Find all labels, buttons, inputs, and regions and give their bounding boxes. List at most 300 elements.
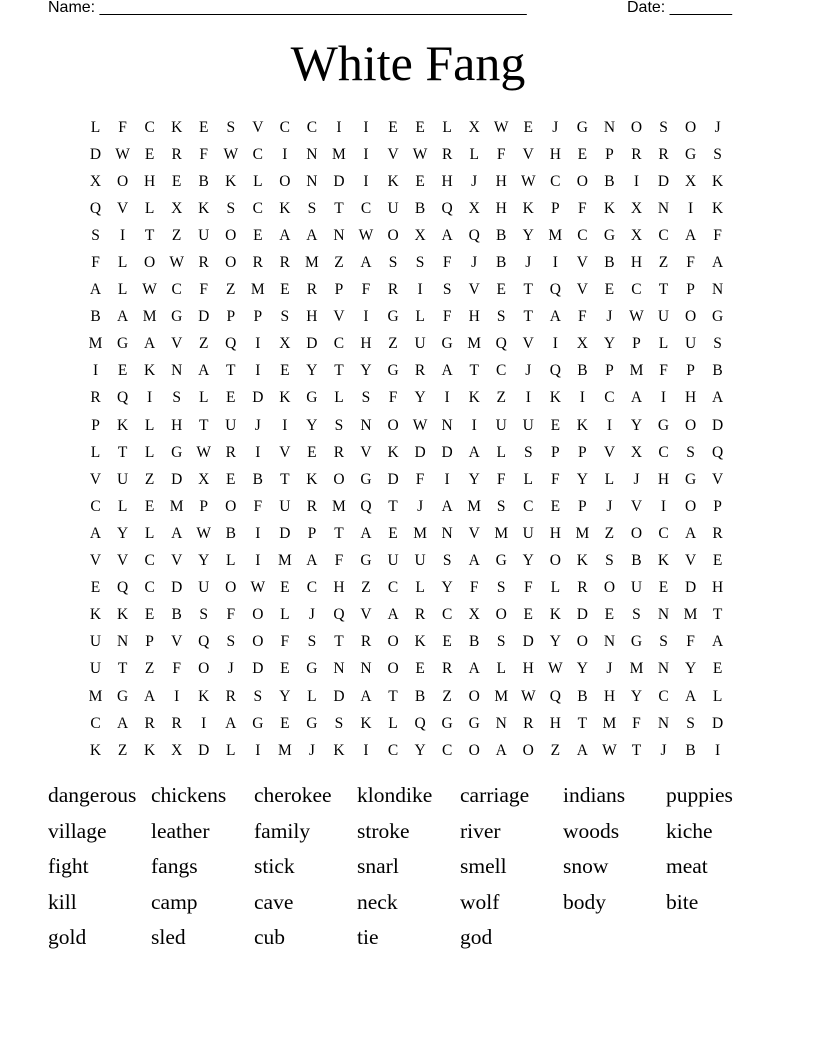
grid-letter[interactable]: C [387,579,399,597]
grid-letter[interactable]: V [89,552,102,570]
grid-letter[interactable]: M [413,524,427,542]
grid-letter[interactable]: P [578,497,587,515]
grid-letter[interactable]: I [471,416,477,434]
grid-letter[interactable]: Z [388,335,398,353]
grid-letter[interactable]: A [441,226,453,244]
grid-letter[interactable]: Y [630,416,643,434]
grid-letter[interactable]: E [307,443,317,461]
grid-letter[interactable]: R [441,660,453,678]
grid-letter[interactable]: A [495,741,507,759]
grid-letter[interactable]: V [684,552,697,570]
grid-letter[interactable]: J [471,254,478,272]
grid-letter[interactable]: E [523,606,533,624]
grid-letter[interactable]: D [306,335,318,353]
grid-letter[interactable]: S [713,335,722,353]
grid-letter[interactable]: U [279,497,291,515]
grid-letter[interactable]: K [279,389,291,407]
grid-letter[interactable]: P [199,497,209,515]
grid-letter[interactable]: B [712,362,723,380]
grid-letter[interactable]: D [712,714,724,732]
grid-letter[interactable]: N [657,660,670,678]
grid-letter[interactable]: T [334,362,344,380]
grid-letter[interactable]: L [334,389,344,407]
grid-letter[interactable]: K [198,687,210,705]
grid-letter[interactable]: E [226,389,236,407]
grid-letter[interactable]: N [603,118,616,136]
grid-letter[interactable]: I [579,389,585,407]
grid-letter[interactable]: K [576,552,588,570]
grid-letter[interactable]: E [144,606,155,624]
grid-letter[interactable]: B [577,687,588,705]
grid-letter[interactable]: E [280,579,290,597]
grid-letter[interactable]: S [361,389,371,407]
grid-letter[interactable]: R [414,362,426,380]
grid-letter[interactable]: E [144,145,155,163]
grid-letter[interactable]: W [548,660,563,678]
grid-letter[interactable]: A [360,524,372,542]
grid-letter[interactable]: A [116,714,129,732]
grid-letter[interactable]: K [576,416,588,434]
grid-letter[interactable]: B [225,524,236,542]
grid-letter[interactable]: O [225,579,237,597]
grid-letter[interactable]: V [576,281,588,299]
grid-letter[interactable]: E [280,714,290,732]
grid-letter[interactable]: W [520,687,536,705]
grid-letter[interactable]: G [387,308,399,326]
grid-letter[interactable]: T [388,687,398,705]
grid-letter[interactable]: Y [306,416,318,434]
grid-letter[interactable]: S [199,606,209,624]
grid-letter[interactable]: C [333,335,345,353]
grid-letter[interactable]: H [549,714,561,732]
grid-letter[interactable]: Y [684,660,697,678]
grid-letter[interactable]: O [225,497,237,515]
grid-letter[interactable]: N [657,714,670,732]
grid-letter[interactable]: X [576,335,588,353]
grid-letter[interactable]: J [606,308,613,326]
grid-letter[interactable]: U [387,552,399,570]
grid-letter[interactable]: Y [603,335,616,353]
grid-letter[interactable]: R [631,145,642,163]
grid-letter[interactable]: L [388,714,398,732]
grid-letter[interactable]: V [468,281,480,299]
grid-letter[interactable]: R [441,145,453,163]
grid-letter[interactable]: C [496,362,507,380]
grid-letter[interactable]: J [606,497,613,515]
grid-letter[interactable]: Y [522,552,534,570]
grid-letter[interactable]: I [660,389,667,407]
grid-letter[interactable]: H [684,389,697,407]
grid-letter[interactable]: R [90,389,101,407]
grid-letter[interactable]: O [387,416,399,434]
grid-letter[interactable]: K [603,199,616,217]
grid-letter[interactable]: S [226,633,236,651]
grid-letter[interactable]: L [469,145,479,163]
grid-letter[interactable]: P [605,362,614,380]
grid-letter[interactable]: S [686,714,695,732]
grid-letter[interactable]: I [336,118,342,136]
grid-letter[interactable]: S [334,416,344,434]
grid-letter[interactable]: X [171,741,183,759]
grid-letter[interactable]: A [306,226,318,244]
grid-letter[interactable]: E [280,281,290,299]
grid-letter[interactable]: M [629,660,644,678]
grid-letter[interactable]: A [684,226,697,244]
grid-letter[interactable]: M [250,281,265,299]
grid-letter[interactable]: Y [279,687,291,705]
grid-letter[interactable]: C [144,579,155,597]
grid-letter[interactable]: I [363,308,369,326]
grid-letter[interactable]: L [253,172,263,190]
grid-letter[interactable]: D [198,308,210,326]
grid-letter[interactable]: T [523,308,533,326]
grid-letter[interactable]: Y [549,633,561,651]
grid-letter[interactable]: L [523,470,533,488]
grid-letter[interactable]: W [629,308,644,326]
grid-letter[interactable]: O [252,606,264,624]
grid-letter[interactable]: I [92,362,99,380]
grid-letter[interactable]: O [468,741,480,759]
grid-letter[interactable]: E [226,470,236,488]
grid-letter[interactable]: A [441,497,453,515]
grid-letter[interactable]: J [254,416,261,434]
grid-letter[interactable]: R [712,524,723,542]
grid-letter[interactable]: M [467,497,482,515]
grid-letter[interactable]: E [280,362,290,380]
grid-letter[interactable]: K [171,118,183,136]
grid-letter[interactable]: I [282,416,288,434]
grid-letter[interactable]: E [604,606,615,624]
grid-letter[interactable]: S [496,497,506,515]
grid-letter[interactable]: D [252,660,264,678]
grid-letter[interactable]: X [279,335,291,353]
grid-letter[interactable]: J [227,660,234,678]
grid-letter[interactable]: F [632,714,641,732]
grid-letter[interactable]: O [387,660,399,678]
grid-letter[interactable]: A [198,362,210,380]
grid-letter[interactable]: A [468,443,480,461]
grid-letter[interactable]: O [549,552,561,570]
grid-letter[interactable]: M [494,687,509,705]
grid-letter[interactable]: K [198,199,210,217]
grid-letter[interactable]: G [306,660,318,678]
grid-letter[interactable]: H [522,660,534,678]
grid-letter[interactable]: Q [712,443,724,461]
grid-letter[interactable]: G [684,145,697,163]
grid-letter[interactable]: D [441,443,453,461]
grid-letter[interactable]: B [90,308,101,326]
grid-letter[interactable]: E [388,524,398,542]
grid-letter[interactable]: E [171,172,182,190]
grid-letter[interactable]: M [277,741,292,759]
grid-letter[interactable]: V [522,145,534,163]
grid-letter[interactable]: Q [333,606,345,624]
grid-letter[interactable]: O [198,660,210,678]
grid-letter[interactable]: S [659,118,668,136]
grid-letter[interactable]: T [334,524,344,542]
name-field-label[interactable]: Name: ________________________________________________ [48,0,527,16]
grid-letter[interactable]: S [496,633,506,651]
grid-letter[interactable]: T [144,226,155,244]
grid-letter[interactable]: X [171,199,183,217]
grid-letter[interactable]: F [199,281,209,299]
grid-letter[interactable]: I [417,281,423,299]
grid-letter[interactable]: D [279,524,291,542]
grid-letter[interactable]: U [522,416,534,434]
grid-letter[interactable]: J [552,118,559,136]
grid-letter[interactable]: C [523,497,534,515]
grid-letter[interactable]: G [171,443,183,461]
grid-letter[interactable]: S [659,633,668,651]
grid-letter[interactable]: K [333,741,345,759]
grid-letter[interactable]: A [712,254,724,272]
grid-letter[interactable]: S [442,552,452,570]
grid-letter[interactable]: V [89,470,102,488]
grid-letter[interactable]: L [144,443,155,461]
grid-letter[interactable]: L [117,281,128,299]
grid-letter[interactable]: V [522,335,534,353]
grid-letter[interactable]: C [306,579,318,597]
grid-letter[interactable]: W [196,443,212,461]
grid-letter[interactable]: E [442,633,452,651]
grid-letter[interactable]: Z [658,254,669,272]
grid-letter[interactable]: M [575,524,590,542]
date-field-label[interactable]: Date: _______ [627,0,732,16]
grid-letter[interactable]: K [144,741,156,759]
grid-letter[interactable]: G [360,552,372,570]
grid-letter[interactable]: C [441,741,453,759]
grid-letter[interactable]: W [493,118,509,136]
grid-letter[interactable]: M [169,497,184,515]
grid-letter[interactable]: Y [306,362,318,380]
grid-letter[interactable]: S [334,714,344,732]
grid-letter[interactable]: S [388,254,398,272]
grid-letter[interactable]: H [333,579,345,597]
grid-letter[interactable]: H [549,145,561,163]
grid-letter[interactable]: H [144,172,156,190]
grid-letter[interactable]: U [414,552,426,570]
grid-letter[interactable]: A [225,714,237,732]
grid-letter[interactable]: I [444,470,450,488]
grid-letter[interactable]: I [201,714,207,732]
grid-letter[interactable]: Q [441,199,453,217]
grid-letter[interactable]: E [523,118,533,136]
grid-letter[interactable]: I [715,741,721,759]
grid-letter[interactable]: R [387,281,399,299]
grid-letter[interactable]: E [550,416,561,434]
grid-letter[interactable]: G [441,714,453,732]
grid-letter[interactable]: K [712,172,724,190]
grid-letter[interactable]: A [360,687,372,705]
grid-letter[interactable]: C [171,281,182,299]
grid-letter[interactable]: A [116,308,129,326]
grid-letter[interactable]: O [630,118,643,136]
grid-letter[interactable]: M [142,308,157,326]
grid-letter[interactable]: B [604,172,615,190]
grid-letter[interactable]: M [683,606,698,624]
grid-letter[interactable]: M [332,497,346,515]
grid-letter[interactable]: B [496,226,507,244]
grid-letter[interactable]: T [226,362,236,380]
grid-letter[interactable]: H [657,470,670,488]
grid-letter[interactable]: B [685,741,696,759]
grid-letter[interactable]: R [171,145,182,163]
grid-letter[interactable]: A [360,254,372,272]
grid-letter[interactable]: V [712,470,724,488]
grid-letter[interactable]: U [495,416,507,434]
grid-letter[interactable]: H [712,579,724,597]
grid-letter[interactable]: K [225,172,237,190]
grid-letter[interactable]: K [468,389,480,407]
grid-letter[interactable]: E [712,552,723,570]
grid-letter[interactable]: F [496,470,506,488]
grid-letter[interactable]: D [684,579,697,597]
grid-letter[interactable]: H [630,254,643,272]
grid-letter[interactable]: L [90,118,101,136]
grid-letter[interactable]: F [253,497,263,515]
grid-letter[interactable]: O [684,416,697,434]
grid-letter[interactable]: G [116,335,129,353]
grid-letter[interactable]: C [279,118,291,136]
grid-letter[interactable]: T [577,714,588,732]
grid-letter[interactable]: P [713,497,722,515]
grid-letter[interactable]: M [88,335,103,353]
grid-letter[interactable]: V [576,254,588,272]
grid-letter[interactable]: P [551,443,560,461]
grid-letter[interactable]: Z [496,389,506,407]
grid-letter[interactable]: S [253,687,263,705]
grid-letter[interactable]: I [606,416,612,434]
grid-letter[interactable]: C [360,199,372,217]
grid-letter[interactable]: K [522,199,534,217]
grid-letter[interactable]: C [306,118,318,136]
grid-letter[interactable]: Z [226,281,236,299]
grid-letter[interactable]: D [333,172,345,190]
grid-letter[interactable]: D [198,741,210,759]
grid-letter[interactable]: A [89,524,102,542]
grid-letter[interactable]: S [496,308,506,326]
grid-letter[interactable]: Y [576,660,588,678]
grid-letter[interactable]: Z [334,254,344,272]
grid-letter[interactable]: L [442,118,452,136]
grid-letter[interactable]: Q [116,389,129,407]
grid-letter[interactable]: O [468,687,480,705]
grid-letter[interactable]: S [172,389,181,407]
grid-letter[interactable]: Q [549,687,561,705]
grid-letter[interactable]: D [414,443,426,461]
grid-letter[interactable]: C [658,687,669,705]
grid-letter[interactable]: G [306,714,318,732]
grid-letter[interactable]: F [659,362,668,380]
grid-letter[interactable]: E [198,118,209,136]
grid-letter[interactable]: J [525,362,532,380]
grid-letter[interactable]: U [684,335,697,353]
grid-letter[interactable]: I [363,172,369,190]
grid-letter[interactable]: F [551,470,560,488]
grid-letter[interactable]: G [171,308,183,326]
grid-letter[interactable]: R [225,687,236,705]
grid-letter[interactable]: B [577,362,588,380]
grid-letter[interactable]: E [144,497,155,515]
grid-letter[interactable]: L [226,741,236,759]
grid-letter[interactable]: C [387,741,399,759]
grid-letter[interactable]: I [363,741,369,759]
grid-letter[interactable]: F [91,254,100,272]
grid-letter[interactable]: U [89,660,102,678]
grid-letter[interactable]: N [441,524,453,542]
grid-letter[interactable]: B [496,254,507,272]
grid-letter[interactable]: F [686,254,695,272]
grid-letter[interactable]: I [147,389,153,407]
grid-letter[interactable]: E [253,226,263,244]
grid-letter[interactable]: L [415,579,425,597]
grid-letter[interactable]: W [412,145,428,163]
grid-letter[interactable]: F [172,660,181,678]
grid-letter[interactable]: X [630,226,643,244]
grid-letter[interactable]: B [604,254,615,272]
grid-letter[interactable]: X [468,199,480,217]
grid-letter[interactable]: X [414,226,426,244]
grid-letter[interactable]: S [442,281,452,299]
grid-letter[interactable]: P [226,308,236,326]
grid-letter[interactable]: M [305,254,319,272]
grid-letter[interactable]: L [117,497,128,515]
grid-letter[interactable]: C [658,226,669,244]
grid-letter[interactable]: Q [116,579,129,597]
grid-letter[interactable]: A [171,524,183,542]
grid-letter[interactable]: J [633,470,640,488]
grid-letter[interactable]: W [250,579,266,597]
grid-letter[interactable]: E [604,281,615,299]
grid-letter[interactable]: A [144,335,156,353]
grid-letter[interactable]: V [116,199,129,217]
grid-letter[interactable]: I [255,443,261,461]
grid-letter[interactable]: S [280,308,290,326]
grid-letter[interactable]: O [333,470,345,488]
grid-letter[interactable]: S [307,199,317,217]
grid-letter[interactable]: V [171,633,183,651]
grid-letter[interactable]: N [306,172,318,190]
grid-letter[interactable]: S [523,443,533,461]
grid-letter[interactable]: K [387,172,399,190]
grid-letter[interactable]: Z [604,524,615,542]
grid-letter[interactable]: P [145,633,154,651]
grid-letter[interactable]: I [552,335,558,353]
grid-letter[interactable]: R [306,497,318,515]
grid-letter[interactable]: I [255,741,261,759]
grid-letter[interactable]: E [117,362,128,380]
grid-letter[interactable]: J [714,118,721,136]
grid-letter[interactable]: N [495,714,507,732]
grid-letter[interactable]: L [117,254,128,272]
grid-letter[interactable]: S [307,633,317,651]
grid-letter[interactable]: H [468,308,480,326]
grid-letter[interactable]: E [388,118,398,136]
grid-letter[interactable]: T [334,633,344,651]
grid-letter[interactable]: V [468,524,480,542]
grid-letter[interactable]: I [174,687,180,705]
grid-letter[interactable]: M [602,714,617,732]
grid-letter[interactable]: B [414,687,426,705]
grid-letter[interactable]: Q [495,335,507,353]
grid-letter[interactable]: R [523,714,534,732]
grid-letter[interactable]: T [117,443,128,461]
grid-letter[interactable]: H [603,687,616,705]
grid-letter[interactable]: F [334,552,344,570]
grid-letter[interactable]: A [468,660,480,678]
grid-letter[interactable]: B [469,633,480,651]
grid-letter[interactable]: V [171,335,183,353]
